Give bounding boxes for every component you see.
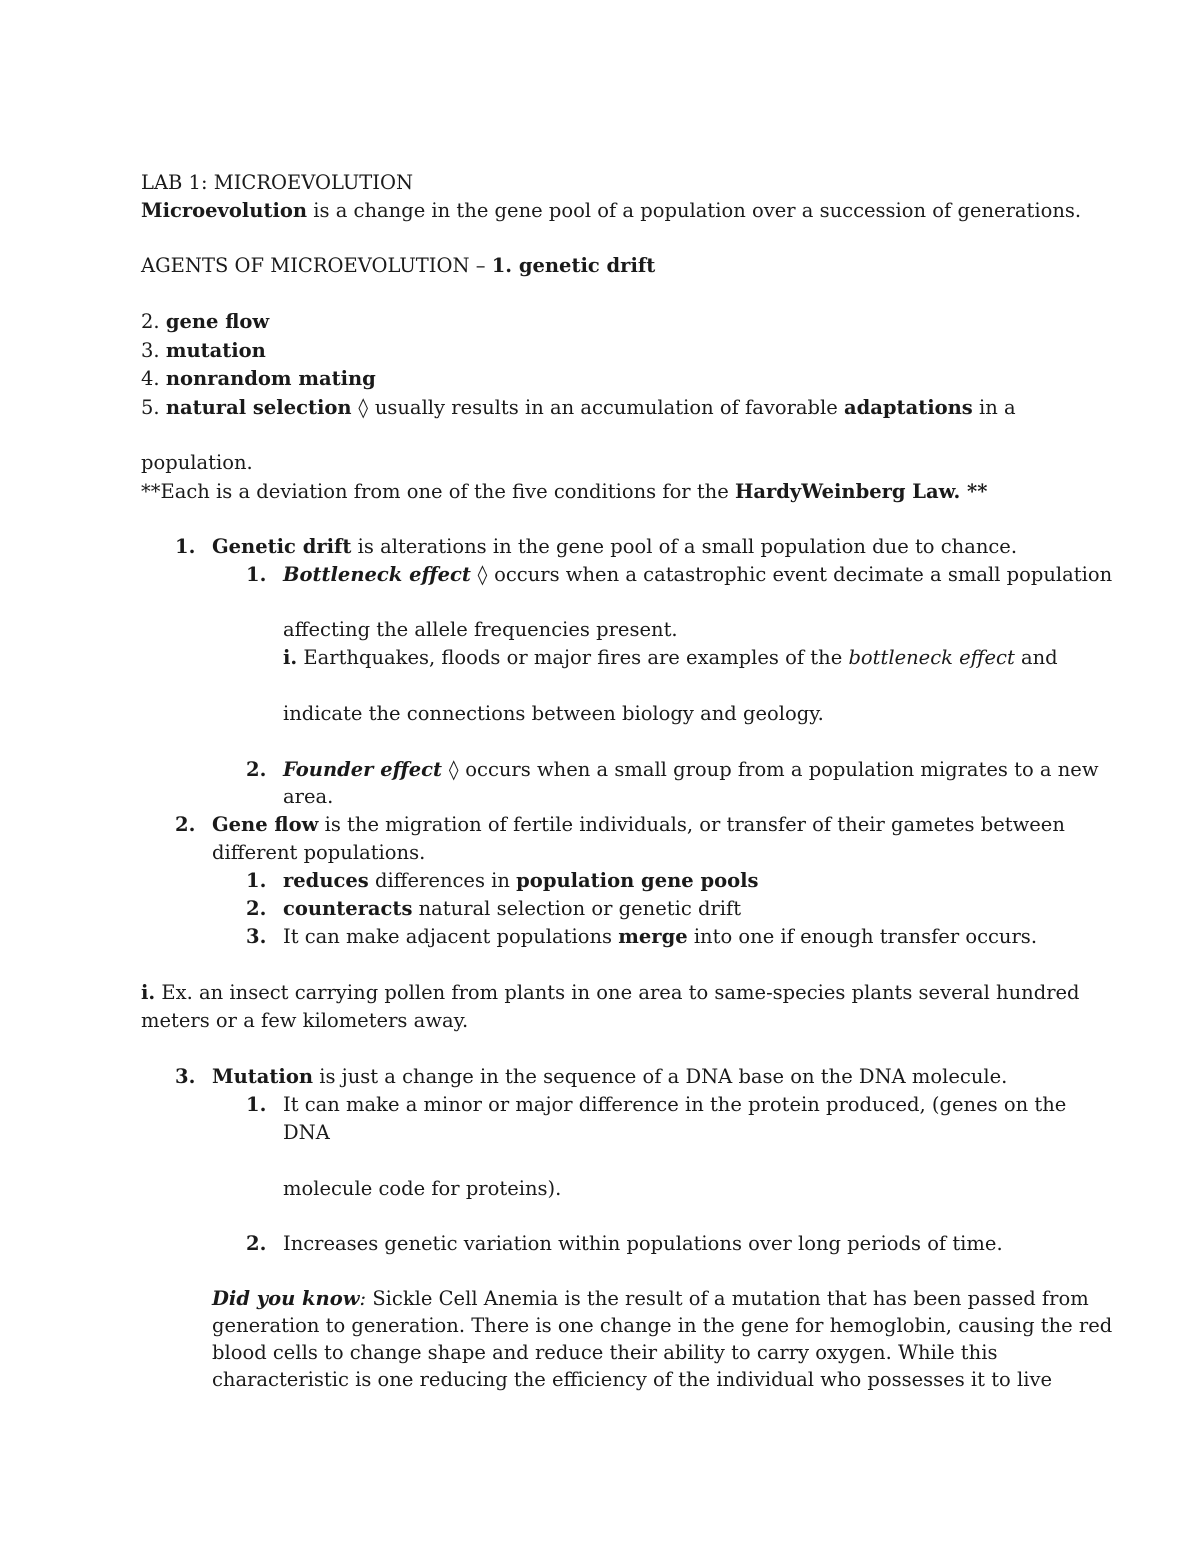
sub-text: Increases genetic variation within populations over long periods of time.: [283, 1232, 1003, 1255]
sub-text: differences in: [368, 869, 517, 892]
sub-cont-text: area.: [283, 785, 334, 808]
sub-bold: merge: [618, 925, 688, 948]
example-text: Earthquakes, floods or major fires are examples of the: [297, 646, 849, 669]
sub-text: natural selection or genetic drift: [412, 897, 742, 920]
section-cont-text: different populations.: [212, 841, 426, 864]
sub-text: occurs when a catastrophic event decimate a small population: [494, 563, 1113, 586]
agent-num: 2.: [141, 310, 166, 333]
mutation-sub-1-cont: [283, 1120, 330, 1146]
agent-text: usually results in an accumulation of favorable: [374, 396, 845, 419]
example-label: i.: [283, 646, 298, 669]
section-text: is just a change in the sequence of a DNA base on the DNA molecule.: [313, 1065, 1008, 1088]
sub-term: Founder effect ◊: [283, 758, 466, 781]
agent-num: 4.: [141, 367, 166, 390]
definition-text: is a change in the gene pool of a population over a succession of generations.: [307, 199, 1082, 222]
agents-heading: [141, 253, 655, 279]
list-number: 1.: [246, 869, 267, 892]
did-you-know-line-2: [212, 1313, 1112, 1339]
agent-label: nonrandom mating: [165, 367, 376, 390]
hardy-weinberg-note: [141, 479, 987, 505]
did-you-know-line-3: [212, 1340, 997, 1366]
did-you-know-text: blood cells to change shape and reduce their ability to carry oxygen. While this: [212, 1341, 998, 1364]
did-you-know-text: generation to generation. There is one change in the gene for hemoglobin, causing the red: [212, 1314, 1113, 1337]
mutation-sub-2: [283, 1231, 1003, 1257]
list-number: 2.: [246, 1232, 267, 1255]
founder-cont: [283, 784, 333, 810]
agent-item-2: [141, 309, 269, 335]
gene-flow-example-cont: [141, 1008, 468, 1034]
definition-line: [141, 198, 1081, 224]
section-term: Gene flow: [212, 813, 319, 836]
did-you-know-text: characteristic is one reducing the efficiency of the individual who possesses it to live: [212, 1368, 1053, 1391]
section-gene-flow: [212, 812, 1065, 838]
founder-effect-item: [283, 757, 1099, 783]
agent-label: gene flow: [165, 310, 270, 333]
agent-item-3: [141, 338, 266, 364]
list-number: 3.: [175, 1065, 196, 1088]
example-end: and: [1014, 646, 1058, 669]
agent-bold: adaptations: [844, 396, 973, 419]
list-number: 1.: [175, 535, 196, 558]
agent-item-5-cont: [141, 450, 253, 476]
did-you-know-line-1: [212, 1286, 1089, 1312]
sub-cont-text-2: molecule code for proteins).: [283, 1177, 562, 1200]
agent-num: 3.: [141, 339, 166, 362]
gene-flow-cont: [212, 840, 425, 866]
bottleneck-cont: [283, 617, 678, 643]
example-text: Ex. an insect carrying pollen from plants in one area to same-species plants several hundred: [155, 981, 1080, 1004]
mutation-sub-1-cont-2: [283, 1176, 561, 1202]
agent-item-1: 1. genetic drift: [491, 254, 656, 277]
example-cont-text: indicate the connections between biology and geology.: [283, 702, 824, 725]
section-term: Mutation: [212, 1065, 314, 1088]
page-title: [141, 170, 413, 196]
sub-text-end: into one if enough transfer occurs.: [687, 925, 1038, 948]
sub-bold: counteracts: [283, 897, 413, 920]
section-mutation: [212, 1064, 1007, 1090]
sub-text: occurs when a small group from a population migrates to a new: [465, 758, 1099, 781]
gene-flow-sub-1: [283, 868, 759, 894]
sub-term: Bottleneck effect ◊: [283, 563, 495, 586]
section-text: is alterations in the gene pool of a small population due to chance.: [351, 535, 1018, 558]
bottleneck-example: [283, 645, 1058, 671]
agent-label: natural selection ◊: [165, 396, 375, 419]
gene-flow-example: [141, 980, 1080, 1006]
list-number: 2.: [246, 758, 267, 781]
note-bold: HardyWeinberg Law. **: [734, 480, 988, 503]
gene-flow-sub-2: [283, 896, 741, 922]
list-number: 2.: [175, 813, 196, 836]
bottleneck-effect-item: [283, 562, 1112, 588]
agents-heading-text: AGENTS OF MICROEVOLUTION –: [141, 254, 492, 277]
did-you-know-colon: :: [359, 1287, 373, 1310]
section-genetic-drift: [212, 534, 1017, 560]
agent-cont-text: population.: [141, 451, 253, 474]
agent-item-4: [141, 366, 376, 392]
bottleneck-example-cont: [283, 701, 824, 727]
sub-bold: reduces: [283, 869, 369, 892]
mutation-sub-1: [283, 1092, 1066, 1118]
agent-label: mutation: [165, 339, 266, 362]
list-number: 1.: [246, 1093, 267, 1116]
note-text: **Each is a deviation from one of the five conditions for the: [141, 480, 735, 503]
sub-cont-text: affecting the allele frequencies present.: [283, 618, 678, 641]
did-you-know-text: Sickle Cell Anemia is the result of a mutation that has been passed from: [372, 1287, 1089, 1310]
section-text: is the migration of fertile individuals, or transfer of their gametes between: [318, 813, 1065, 836]
list-number: 1.: [246, 563, 267, 586]
definition-term: Microevolution: [141, 199, 308, 222]
did-you-know-line-4: [212, 1367, 1052, 1393]
gene-flow-sub-3: [283, 924, 1037, 950]
agent-item-5: [141, 395, 1016, 421]
title-text: LAB 1: MICROEVOLUTION: [141, 171, 414, 194]
list-number: 3.: [246, 925, 267, 948]
list-number: 2.: [246, 897, 267, 920]
did-you-know-label: Did you know: [212, 1287, 360, 1310]
sub-bold-2: population gene pools: [516, 869, 759, 892]
example-label: i.: [141, 981, 156, 1004]
agent-text-end: in a: [972, 396, 1016, 419]
example-cont-text: meters or a few kilometers away.: [141, 1009, 469, 1032]
sub-text: It can make adjacent populations: [283, 925, 619, 948]
agent-num: 5.: [141, 396, 166, 419]
section-term: Genetic drift: [212, 535, 352, 558]
sub-text: It can make a minor or major difference in the protein produced, (genes on the: [283, 1093, 1067, 1116]
sub-cont-text: DNA: [283, 1121, 330, 1144]
example-italic: bottleneck effect: [848, 646, 1015, 669]
